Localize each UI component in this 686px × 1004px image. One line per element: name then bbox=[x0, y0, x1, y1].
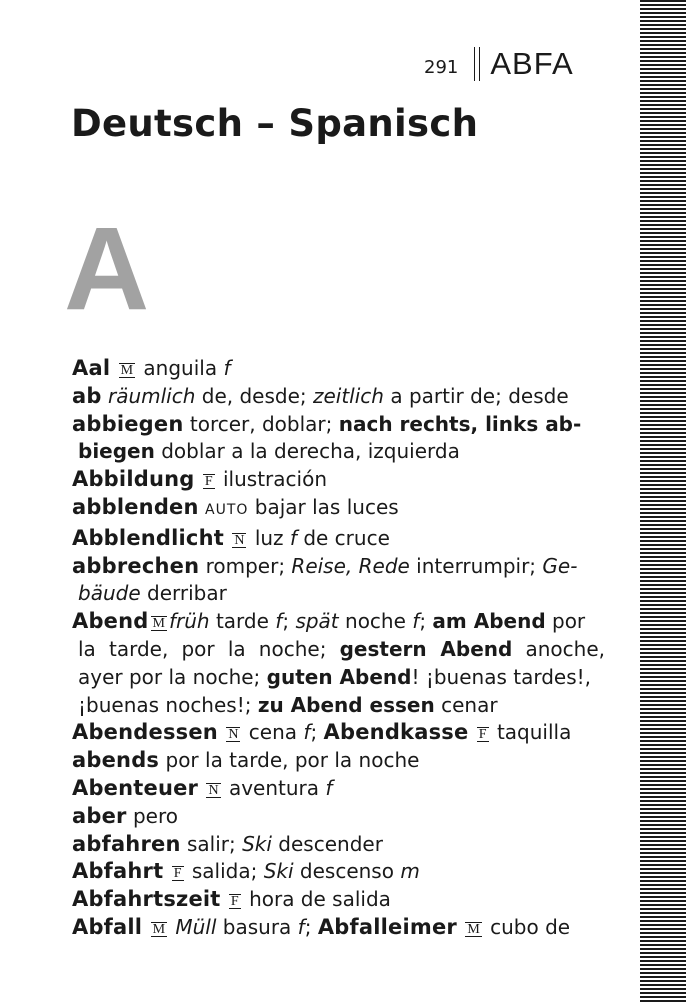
guide-word: ABFA bbox=[490, 46, 574, 81]
translation: ¡buenas noches!; bbox=[78, 692, 258, 717]
translation: ayer por la noche; bbox=[78, 664, 267, 689]
headword: abblenden bbox=[72, 494, 199, 519]
entry-abblendlicht bbox=[72, 525, 605, 553]
entry-abfahren bbox=[72, 831, 605, 859]
translation: por bbox=[545, 609, 586, 634]
phrase: am Abend bbox=[432, 609, 546, 634]
usage-label: Ski bbox=[263, 859, 294, 884]
gender-marker: F bbox=[204, 474, 213, 490]
entry-abblenden bbox=[72, 494, 605, 525]
headword: Abendessen bbox=[72, 720, 218, 745]
gender-marker: F bbox=[173, 866, 182, 882]
entry-abbiegen bbox=[72, 411, 605, 467]
headword: Abfahrtszeit bbox=[72, 887, 221, 912]
translation: pero bbox=[126, 803, 178, 828]
grammar-label: f bbox=[223, 356, 231, 380]
translation: anoche, bbox=[512, 636, 606, 661]
headword: Abblendlicht bbox=[72, 525, 224, 550]
translation: torcer, doblar; bbox=[183, 411, 339, 436]
entry-aal bbox=[72, 355, 605, 383]
gender-marker: N bbox=[208, 782, 219, 798]
separator: ; bbox=[419, 609, 433, 634]
headword: aber bbox=[72, 803, 127, 828]
translation: tarde bbox=[209, 609, 276, 634]
section-title: Deutsch – Spanisch bbox=[71, 102, 479, 145]
headword: ab bbox=[72, 383, 102, 408]
usage-label: Reise, Rede bbox=[291, 553, 410, 578]
headword: Abbildung bbox=[72, 467, 195, 492]
entry-abenteuer bbox=[72, 775, 605, 803]
headword: Abend bbox=[72, 609, 149, 634]
double-bar-divider bbox=[474, 47, 480, 81]
translation: de cruce bbox=[296, 525, 390, 550]
usage-label: Müll bbox=[175, 914, 217, 939]
entry-abfahrtszeit bbox=[72, 886, 605, 914]
phrase: guten Abend bbox=[266, 664, 412, 689]
grammar-label: f bbox=[275, 609, 283, 634]
grammar-label: f bbox=[303, 720, 311, 745]
headword: abends bbox=[72, 748, 160, 773]
usage-label: zeitlich bbox=[312, 383, 384, 408]
headword: Aal bbox=[72, 356, 111, 380]
translation: luz bbox=[254, 525, 290, 550]
gender-marker: F bbox=[478, 727, 487, 743]
usage-label: Ski bbox=[242, 831, 272, 856]
usage-label: räumlich bbox=[107, 383, 196, 408]
gender-marker: F bbox=[230, 894, 239, 910]
translation: salir; bbox=[180, 831, 243, 856]
phrase: zu Abend essen bbox=[257, 692, 435, 717]
gender-marker: M bbox=[120, 363, 134, 378]
gender-marker: M bbox=[152, 921, 166, 937]
translation: doblar a la derecha, izquierda bbox=[154, 439, 460, 464]
translation: por la tarde, por la noche bbox=[159, 748, 420, 773]
gender-marker: N bbox=[228, 727, 239, 743]
headword: Abfahrt bbox=[72, 859, 164, 884]
separator: ; bbox=[282, 609, 296, 634]
translation: descender bbox=[271, 831, 383, 856]
grammar-label: f bbox=[289, 525, 297, 550]
translation: descenso bbox=[293, 859, 401, 884]
usage-label: früh bbox=[168, 609, 210, 634]
phrase: gestern Abend bbox=[339, 636, 513, 661]
entry-abfahrt bbox=[72, 858, 605, 886]
entry-abbrechen bbox=[72, 553, 605, 609]
headword: Abenteuer bbox=[72, 775, 199, 800]
translation: ilustración bbox=[223, 467, 327, 492]
sub-headword: Abendkasse bbox=[323, 720, 469, 745]
translation: romper; bbox=[199, 553, 292, 578]
phrase: biegen bbox=[78, 439, 155, 464]
entry-ab bbox=[72, 383, 605, 411]
translation: basura bbox=[216, 914, 298, 939]
translation: derribar bbox=[140, 581, 227, 606]
entry-abbildung bbox=[72, 466, 605, 494]
sub-headword: Abfalleimer bbox=[317, 914, 457, 939]
translation: cubo de bbox=[483, 914, 571, 939]
usage-label: Ge- bbox=[542, 553, 578, 578]
entry-aber bbox=[72, 803, 605, 831]
phrase: nach rechts, links ab- bbox=[338, 411, 582, 436]
translation: hora de salida bbox=[249, 887, 391, 912]
dictionary-entries bbox=[72, 355, 605, 942]
entry-abend bbox=[72, 608, 605, 719]
translation: cenar bbox=[434, 692, 498, 717]
translation: a partir de; desde bbox=[383, 383, 569, 408]
translation: taquilla bbox=[490, 720, 572, 745]
translation: de, desde; bbox=[195, 383, 313, 408]
translation: cena bbox=[248, 720, 304, 745]
separator: ; bbox=[310, 720, 324, 745]
separator: ; bbox=[304, 914, 318, 939]
translation: bajar las luces bbox=[248, 494, 399, 519]
grammar-label: f bbox=[297, 914, 305, 939]
gender-marker: N bbox=[234, 532, 245, 548]
page-number: 291 bbox=[424, 56, 459, 78]
entry-abends bbox=[72, 747, 605, 775]
gender-marker: M bbox=[467, 921, 480, 937]
translation: ! ¡buenas tardes!, bbox=[411, 664, 591, 689]
translation: noche bbox=[338, 609, 413, 634]
headword: abbiegen bbox=[72, 411, 184, 436]
section-letter: A bbox=[64, 203, 150, 335]
gender-marker: M bbox=[152, 616, 165, 632]
translation: aventura bbox=[228, 775, 326, 800]
domain-label: AUTO bbox=[205, 501, 249, 518]
usage-label: bäude bbox=[78, 581, 141, 606]
headword: abfahren bbox=[72, 831, 181, 856]
usage-label: spät bbox=[295, 609, 339, 634]
grammar-label: m bbox=[400, 859, 420, 884]
running-header bbox=[424, 44, 574, 84]
entry-abfall bbox=[72, 914, 605, 942]
grammar-label: f bbox=[325, 775, 333, 800]
translation: interrumpir; bbox=[409, 553, 543, 578]
translation: salida; bbox=[191, 859, 264, 884]
thumb-index-stripes bbox=[640, 0, 686, 1004]
translation: anguila bbox=[143, 356, 218, 380]
headword: abbrechen bbox=[72, 553, 200, 578]
headword: Abfall bbox=[72, 914, 143, 939]
translation: la tarde, por la noche; bbox=[78, 636, 340, 661]
grammar-label: f bbox=[412, 609, 420, 634]
entry-abendessen bbox=[72, 719, 605, 747]
